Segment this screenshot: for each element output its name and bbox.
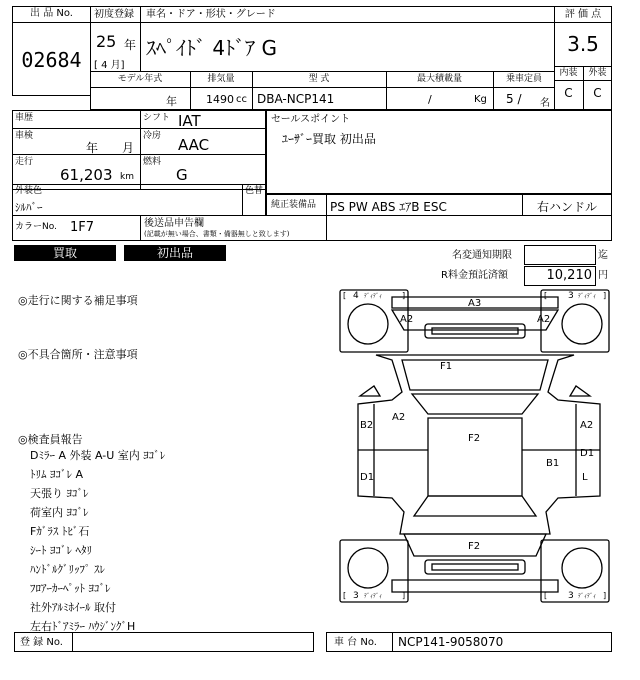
docs-label: 後送品申告欄 — [144, 218, 204, 229]
mark-d1-left: D1 — [360, 472, 375, 483]
recycle-amount: 10,210 — [546, 268, 592, 283]
tire-tr-bracket-end: ] — [603, 291, 607, 300]
max-load-sep: / — [428, 93, 432, 106]
max-load-label: 最大積載量 — [416, 74, 462, 84]
tire-tr-bracket: [ — [544, 291, 548, 300]
mark-f1: F1 — [440, 361, 453, 372]
inspection-year: 年 — [86, 141, 99, 155]
mark-a2-front-left: A2 — [400, 314, 414, 325]
mark-b1: B1 — [546, 458, 560, 469]
inspector-note: ﾄﾘﾑ ﾖｺﾞﾚ A — [30, 468, 84, 481]
tire-br-bracket-end: ] — [603, 591, 607, 600]
mileage-unit: km — [120, 172, 134, 182]
inspection-month: 月 — [122, 141, 135, 155]
color-no-label: カラーNo. — [15, 222, 57, 232]
first-reg-month: [ 4 月] — [94, 60, 125, 71]
tag-purchase: 買取 — [14, 245, 116, 261]
exterior-color-value: ｼﾙﾊﾞｰ — [15, 201, 43, 214]
recycle-label: R料金預託済額 — [441, 270, 508, 281]
lot-number: 02684 — [21, 48, 82, 72]
mark-a2-left-door: A2 — [392, 412, 406, 423]
rating-label: 評 価 点 — [564, 9, 602, 20]
max-load-unit: Kg — [474, 94, 487, 105]
shift-label: シフト — [143, 113, 171, 123]
inspector-note: 天張り ﾖｺﾞﾚ — [30, 487, 89, 500]
mark-l-right: L — [582, 472, 588, 483]
tire-br-value: 3 — [568, 591, 574, 601]
tag-first-listing: 初出品 — [124, 245, 226, 261]
ac-label: 冷房 — [143, 131, 162, 141]
inspector-note: 荷室内 ﾖｺﾞﾚ — [30, 506, 89, 519]
displacement-unit: cc — [236, 94, 247, 105]
history-label: 車歴 — [15, 113, 34, 123]
inspection-label: 車検 — [15, 131, 34, 141]
fuel-value: G — [176, 166, 188, 184]
chassis-label: 車 台 No. — [334, 637, 377, 648]
tire-bl-value: 3 — [353, 591, 359, 601]
exterior-color-label: 外装色 — [15, 186, 43, 196]
mileage-value: 61,203 — [60, 166, 113, 184]
inspector-note: ﾌﾛｱｰｶｰﾍﾟｯﾄ ﾖｺﾞﾚ — [30, 582, 111, 595]
shift-value: IAT — [178, 112, 201, 130]
mark-a2-right: A2 — [580, 420, 594, 431]
mark-f2-rear: F2 — [468, 541, 481, 552]
displacement-label: 排気量 — [207, 74, 235, 84]
tire-tl-unit: ﾃﾞｨﾃﾞｨ — [364, 293, 383, 300]
mileage-label: 走行 — [15, 157, 34, 167]
recycle-unit: 円 — [598, 270, 608, 281]
mark-a3: A3 — [468, 298, 482, 309]
driving-notes-label: ◎走行に関する補足事項 — [18, 294, 138, 307]
fuel-label: 燃料 — [143, 157, 162, 167]
interior-grade: C — [564, 86, 573, 100]
tire-bl-unit: ﾃﾞｨﾃﾞｨ — [364, 593, 383, 600]
tire-br-bracket: [ — [544, 591, 548, 600]
capacity-unit: 名 — [540, 98, 550, 109]
tire-bl-bracket: [ — [343, 591, 347, 600]
tire-tl-bracket-end: ] — [402, 291, 406, 300]
type-label: 型 式 — [308, 74, 330, 84]
mark-b2: B2 — [360, 420, 374, 431]
first-reg-label: 初度登録 — [94, 9, 134, 20]
inspector-note: Dﾐﾗｰ A 外装 A-U 室内 ﾖｺﾞﾚ — [30, 449, 166, 462]
mark-a2-front-right: A2 — [537, 314, 551, 325]
tire-tr-value: 3 — [568, 291, 574, 301]
equipment-value: PS PW ABS ｴｱB ESC — [330, 200, 447, 214]
inspector-note: 左右ﾄﾞｱﾐﾗｰ ﾊｳｼﾞﾝｸﾞH — [30, 620, 136, 633]
inspector-note: Fｶﾞﾗｽ ﾄﾋﾞ石 — [30, 525, 90, 538]
tire-bl-bracket-end: ] — [402, 591, 406, 600]
name-change-unit: 迄 — [598, 250, 608, 261]
name-change-label: 名変通知期限 — [452, 250, 512, 261]
tire-br-unit: ﾃﾞｨﾃﾞｨ — [578, 593, 597, 600]
exterior-label: 外装 — [588, 68, 607, 78]
lot-label: 出 品 No. — [30, 8, 73, 19]
inspector-note: 社外ｱﾙﾐﾎｲｰﾙ 取付 — [30, 601, 116, 614]
mark-d1-right: D1 — [580, 448, 595, 459]
capacity-label: 乗車定員 — [505, 74, 542, 84]
vehicle-label: 車名・ドア・形状・グレード — [146, 9, 276, 20]
inspector-note: ｼｰﾄ ﾖｺﾞﾚ ﾍﾀﾘ — [30, 544, 92, 557]
equipment-label: 純正装備品 — [271, 200, 317, 210]
mark-f2-roof: F2 — [468, 433, 481, 444]
docs-note: (記載が無い場合、書類・備器無しと致します) — [144, 230, 290, 238]
sales-point-label: セールスポイント — [271, 114, 351, 125]
inspector-note: ﾊﾝﾄﾞﾙｸﾞﾘｯﾌﾟ ｽﾚ — [30, 563, 105, 576]
rating-value: 3.5 — [567, 32, 599, 56]
vehicle-name: ｽﾍﾟｲﾄﾞ 4ﾄﾞｱ G — [146, 36, 277, 60]
reg-no-label: 登 録 No. — [20, 637, 63, 648]
model-year-unit: 年 — [166, 95, 177, 108]
type-value: DBA-NCP141 — [257, 92, 335, 106]
steering-value: 右ハンドル — [536, 200, 597, 214]
capacity-value: 5 / — [506, 92, 522, 106]
inspector-report-label: ◎検査員報告 — [18, 433, 83, 446]
displacement: 1490 — [206, 93, 234, 106]
interior-label: 内装 — [559, 68, 578, 78]
color-no-value: 1F7 — [70, 220, 95, 235]
tire-tr-unit: ﾃﾞｨﾃﾞｨ — [578, 293, 597, 300]
tire-tl-bracket: [ — [343, 291, 347, 300]
sales-point-value: ﾕｰｻﾞｰ買取 初出品 — [282, 132, 376, 146]
exterior-grade: C — [593, 86, 602, 100]
tire-tl-value: 4 — [353, 291, 359, 301]
chassis-number: NCP141-9058070 — [398, 635, 504, 649]
model-year-label: モデル年式 — [117, 74, 163, 84]
defects-label: ◎不具合箇所・注意事項 — [18, 348, 138, 361]
first-reg-year: 25 — [96, 32, 117, 51]
color-change-label: 色替 — [245, 186, 264, 196]
ac-value: AAC — [178, 136, 210, 154]
year-unit: 年 — [124, 38, 137, 52]
